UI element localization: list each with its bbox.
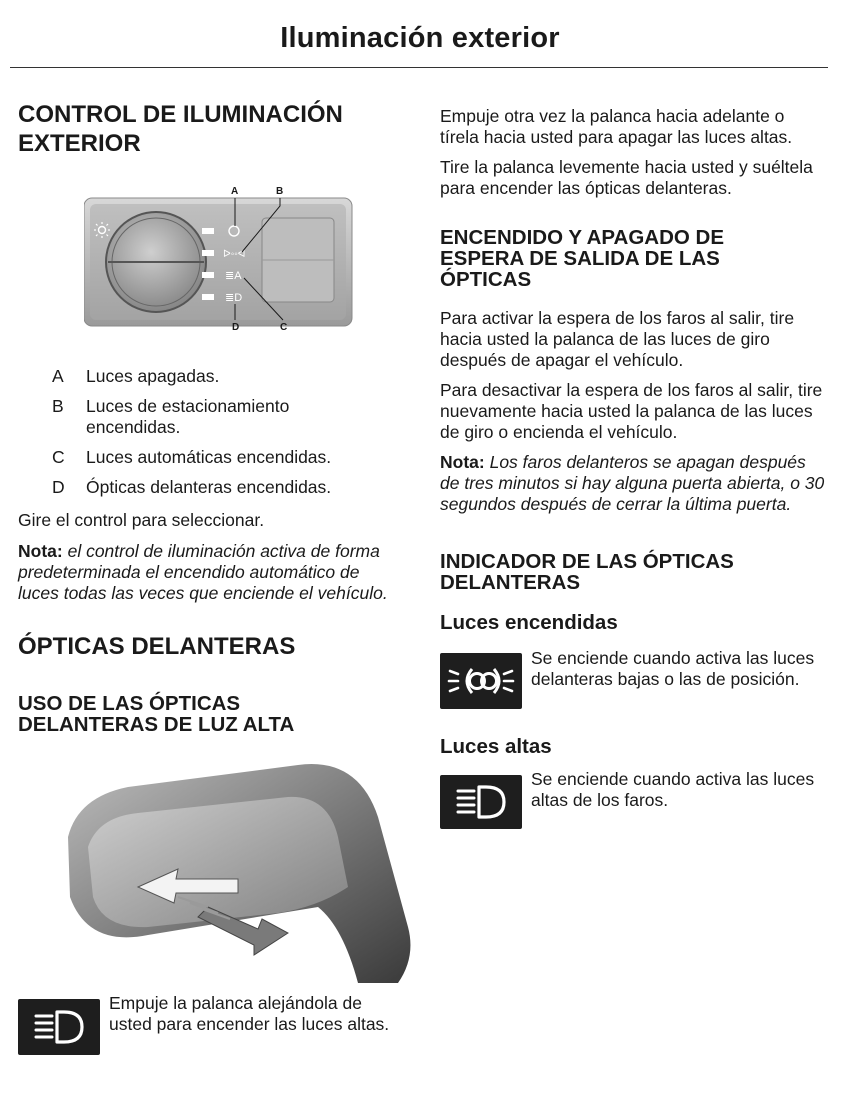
note-delay-timing: Nota: Los faros delanteros se apagan después de tres minutos si hay alguna puerta abierta, o 30 segundos después de cerrar la última puerta. <box>440 452 825 514</box>
headlamp-low-beam-indicator-icon <box>440 653 522 709</box>
high-beam-push-row <box>18 993 398 1055</box>
lights-on-text: Se enciende cuando activa las luces delanteras bajas o las de posición. <box>531 648 815 689</box>
section-heading-indicator: INDICADOR DE LAS ÓPTICAS DELANTERAS <box>440 550 734 594</box>
high-beam-indicator-icon <box>18 999 100 1055</box>
right-column <box>440 106 825 829</box>
section-heading-lighting-control: CONTROL DE ILUMINACIÓN EXTERIOR <box>18 101 343 157</box>
page-title: Iluminación exterior <box>280 22 560 54</box>
push-stalk-text: Empuje la palanca alejándola de usted para encender las luces altas. <box>109 993 390 1034</box>
section-heading-headlamps: ÓPTICAS DELANTERAS <box>18 633 296 660</box>
lighting-control-dial-icon <box>84 182 374 332</box>
left-column <box>18 100 398 1055</box>
title-divider <box>10 67 828 68</box>
stalk-figure <box>58 757 418 989</box>
high-beam-indicator-icon <box>440 775 522 829</box>
rotate-control-text: Gire el control para seleccionar. <box>18 510 265 530</box>
subheading-high-beams: Luces altas <box>440 735 552 758</box>
section-heading-high-beam: USO DE LAS ÓPTICAS DELANTERAS DE LUZ ALTA <box>18 692 295 736</box>
lights-on-row <box>440 649 825 709</box>
svg-text:≣A: ≣A <box>225 270 242 282</box>
svg-text:ᐅ◦◦ᐊ: ᐅ◦◦ᐊ <box>223 249 246 260</box>
para-high-beam-off: Empuje otra vez la palanca hacia adelante o tírela hacia usted para apagar las luces altas. <box>440 106 793 147</box>
high-beams-row <box>440 771 825 829</box>
lighting-control-figure <box>84 182 374 332</box>
svg-text:B: B <box>276 186 284 197</box>
svg-text:C: C <box>280 322 288 332</box>
legend-item: C Luces automáticas encendidas. <box>52 447 332 467</box>
legend-item: A Luces apagadas. <box>52 366 220 386</box>
high-beams-text: Se enciende cuando activa las luces altas de los faros. <box>531 769 815 810</box>
svg-text:A: A <box>231 186 239 197</box>
subheading-lights-on: Luces encendidas <box>440 611 618 634</box>
note-auto-lamps: Nota: el control de iluminación activa de forma predeterminada el encendido automático de luces todas las veces que enciende el vehículo. <box>18 541 388 603</box>
para-deactivate-delay: Para desactivar la espera de los faros al salir, tire nuevamente hacia usted la palanca de las luces de giro o encienda el vehículo. <box>440 380 823 442</box>
para-activate-delay: Para activar la espera de los faros al salir, tire hacia usted la palanca de las luces de giro después de apagar el vehículo. <box>440 308 795 370</box>
section-heading-exit-delay: ENCENDIDO Y APAGADO DE ESPERA DE SALIDA DE LAS ÓPTICAS <box>440 226 725 291</box>
lighting-control-legend <box>18 366 398 498</box>
legend-item: D Ópticas delanteras encendidas. <box>52 477 332 497</box>
svg-text:D: D <box>232 322 240 332</box>
turn-signal-stalk-icon <box>58 757 418 989</box>
legend-item: B Luces de estacionamiento encendidas. <box>52 396 290 437</box>
para-flash-to-pass: Tire la palanca levemente hacia usted y suéltela para encender las ópticas delanteras. <box>440 157 813 198</box>
svg-text:≣D: ≣D <box>225 292 243 304</box>
